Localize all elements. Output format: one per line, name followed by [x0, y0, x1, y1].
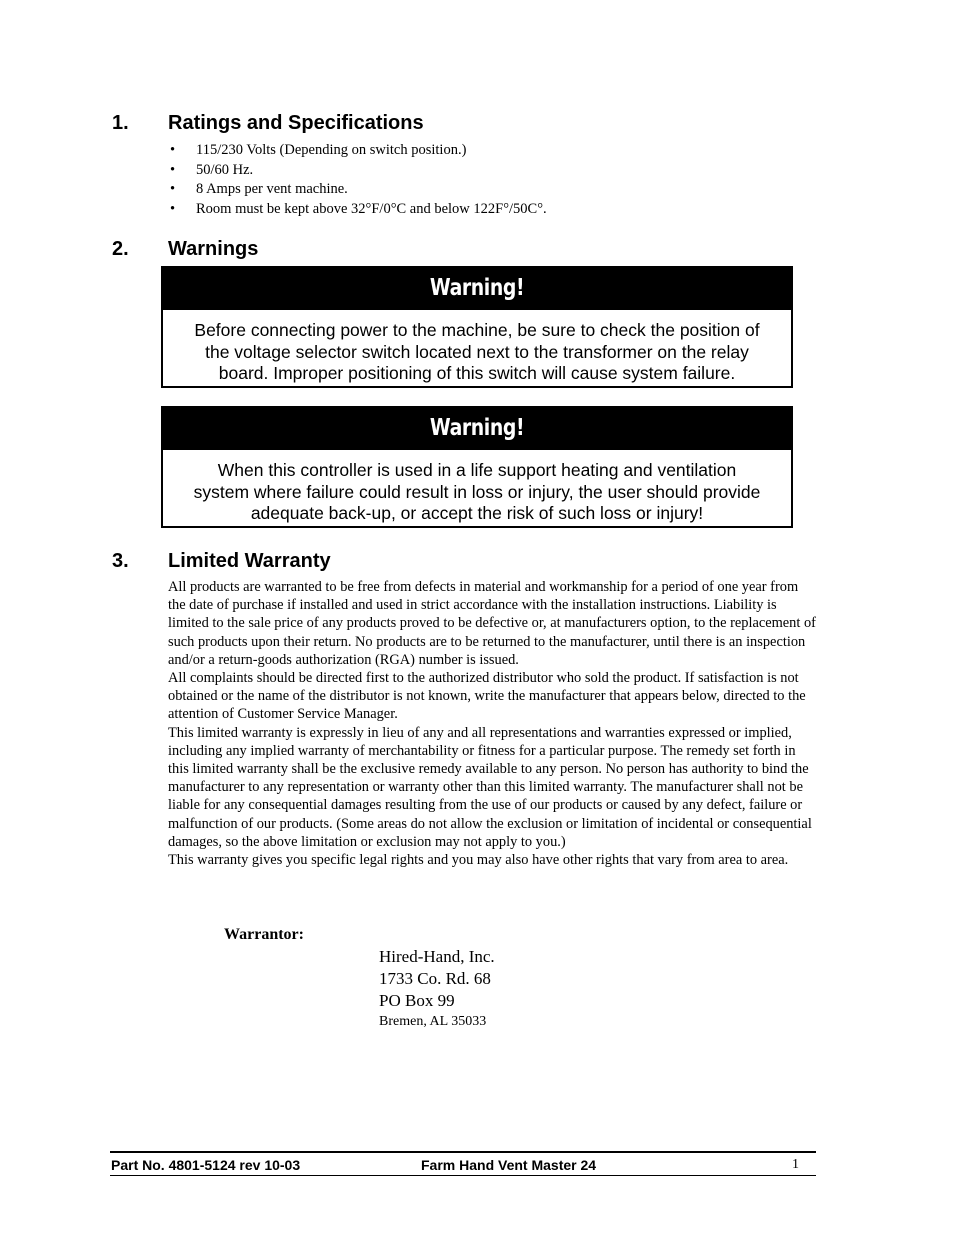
- section-heading-warranty: [112, 549, 331, 573]
- section-heading-ratings: [112, 111, 424, 135]
- bullet-icon: •: [170, 142, 176, 158]
- section-number: 1.: [112, 112, 129, 134]
- list-item: • 8 Amps per vent machine.: [170, 181, 348, 197]
- footer-divider: [110, 1151, 816, 1153]
- section-title: Ratings and Specifications: [168, 112, 424, 134]
- warranty-paragraph: All complaints should be directed first to the authorized distributor who sold the product. If satisfaction is not obtained or the name of the distributor is not known, write the manufacturer that appears below, directed to the attention of Customer Service Manager.: [168, 670, 806, 723]
- warning-title: Warning!: [220, 268, 735, 308]
- warning-text: When this controller is used in a life support heating and ventilation system where failure could result in loss or injury, the user should provide adequate back-up, or accept the risk of such loss or injury!: [193, 460, 761, 523]
- section-title: Warnings: [168, 238, 259, 260]
- section-number: 2.: [112, 238, 129, 260]
- footer-divider: [110, 1175, 816, 1176]
- warning-text: Before connecting power to the machine, be sure to check the position of the voltage selector switch located next to the transformer on the relay board. Improper positioning of this switch will cause system failure.: [194, 320, 760, 383]
- warning-box-life-support: [161, 406, 793, 528]
- footer-title: Farm Hand Vent Master 24: [421, 1157, 597, 1173]
- bullet-icon: •: [170, 200, 176, 217]
- section-number: 3.: [112, 550, 129, 572]
- warning-header: [163, 268, 791, 310]
- page-number: 1: [792, 1157, 799, 1172]
- address-line: Bremen, AL 35033: [379, 1014, 487, 1029]
- warrantor-address: [379, 946, 495, 1032]
- warranty-paragraph: This warranty gives you specific legal rights and you may also have other rights that vary from area to area.: [168, 852, 789, 869]
- section-title: Limited Warranty: [168, 550, 331, 572]
- address-line: 1733 Co. Rd. 68: [379, 969, 491, 988]
- footer-part-number: Part No. 4801-5124 rev 10-03: [111, 1157, 301, 1173]
- address-line: PO Box 99: [379, 991, 455, 1010]
- specifications-list: [168, 141, 547, 219]
- list-item: • 115/230 Volts (Depending on switch position.): [170, 142, 467, 158]
- bullet-icon: •: [170, 181, 176, 197]
- address-line: Hired-Hand, Inc.: [379, 947, 495, 966]
- section-heading-warnings: [112, 237, 258, 261]
- warranty-text: [168, 578, 818, 869]
- warning-header: [163, 408, 791, 450]
- warranty-paragraph: All products are warranted to be free from defects in material and workmanship for a period of one year from the date of purchase if installed and used in strict accordance with the installation instructions. Liability is limited to the sale price of any products proved to be defective or, at manufacturers option, to the replacement of such products upon their return. No products are to be returned to the manufacturer, until there is an inspection and/or a return-goods authorization (RGA) number is issued.: [168, 579, 816, 668]
- warning-box-voltage: [161, 266, 793, 388]
- warning-title: Warning!: [220, 408, 735, 448]
- list-item: • 50/60 Hz.: [170, 161, 254, 178]
- warranty-paragraph: This limited warranty is expressly in lieu of any and all representations and warranties expressed or implied, including any implied warranty of merchantability or fitness for a particular purpose. The remedy set forth in this limited warranty shall be the exclusive remedy available to any person. No person has authority to bind the manufacturer to any representation or warranty other than this limited warranty. The manufacturer shall not be liable for any consequential damages resulting from the use of our products or caused by any defect, failure or malfunction of our products. (Some areas do not allow the exclusion or limitation of incidental or consequential damages, so the above limitation or exclusion may not apply to you.): [168, 724, 812, 850]
- list-item: • Room must be kept above 32°F/0°C and below 122F°/50C°.: [170, 200, 547, 217]
- warrantor-label: Warrantor:: [224, 926, 304, 943]
- bullet-icon: •: [170, 161, 176, 178]
